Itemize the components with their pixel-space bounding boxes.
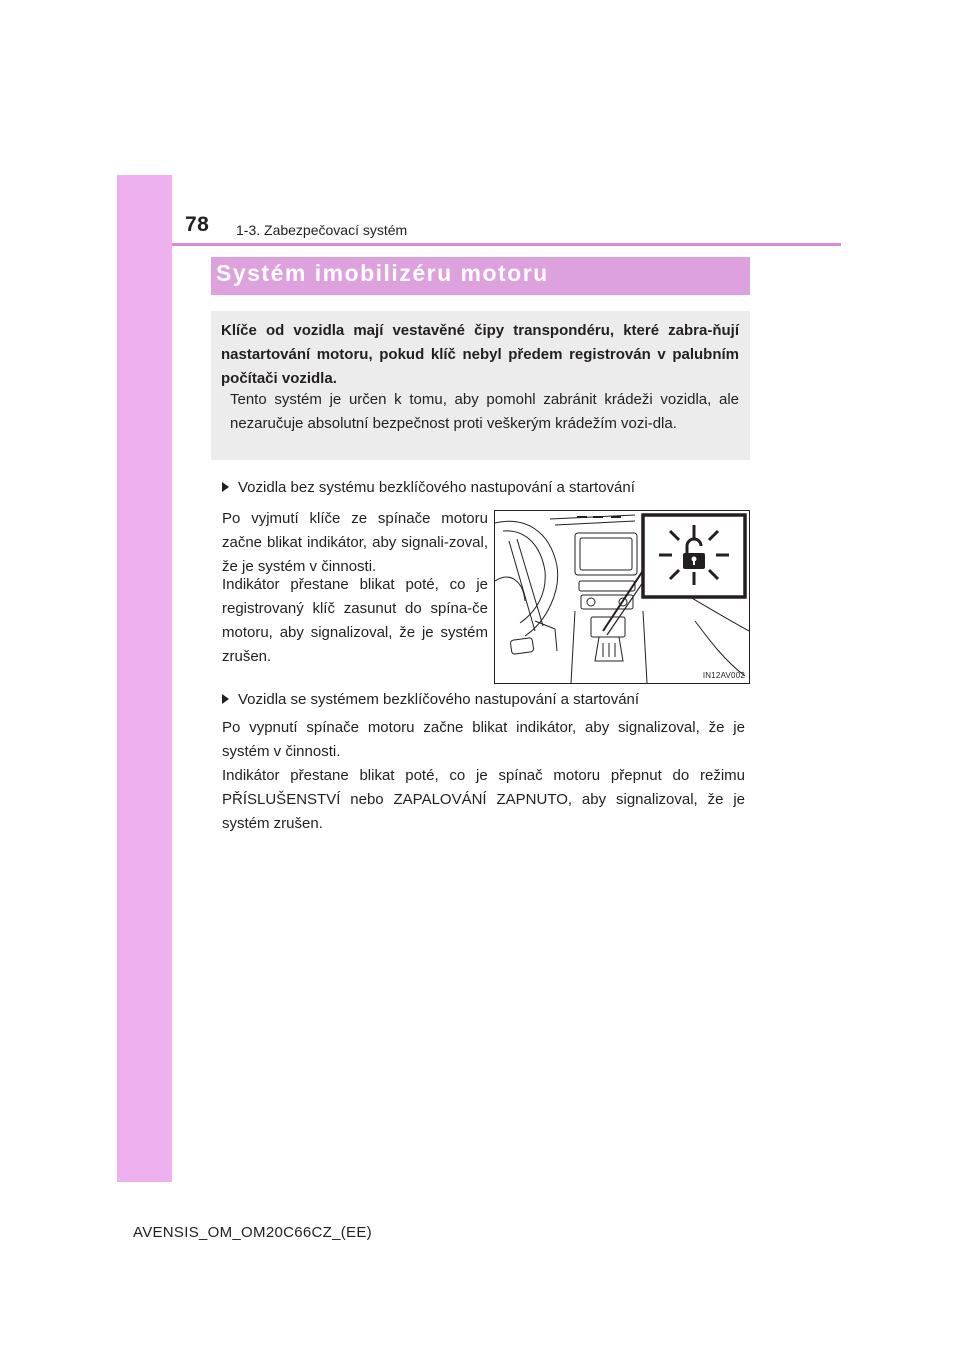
figure-code: IN12AV002 xyxy=(702,671,745,680)
section-header: 1-3. Zabezpečovací systém xyxy=(236,222,408,238)
bullet-arrow-icon xyxy=(222,482,229,492)
paragraph: Indikátor přestane blikat poté, co je registrovaný klíč zasunut do spína-če motoru, aby signalizoval, že je systém zrušen. xyxy=(222,576,488,665)
dashboard-illustration xyxy=(495,511,749,683)
paragraph: Indikátor přestane blikat poté, co je spínač motoru přepnut do režimu PŘÍSLUŠENSTVÍ nebo ZAPALOVÁNÍ ZAPNUTO, aby signalizoval, že je systém zrušen. xyxy=(222,767,745,832)
page-number: 78 xyxy=(185,213,210,236)
section-heading-text: Vozidla se systémem bezklíčového nastupování a startování xyxy=(238,691,640,708)
section-heading-text: Vozidla bez systému bezklíčového nastupování a startování xyxy=(238,479,635,496)
intro-bold-text: Klíče od vozidla mají vestavěné čipy transpondéru, které zabra-ňují nastartování motoru, pokud klíč nebyl předem registrován v palubním počítači vozidla. xyxy=(221,322,739,387)
footer-document-code: AVENSIS_OM_OM20C66CZ_(EE) xyxy=(133,1224,372,1241)
page-title: Systém imobilizéru motoru xyxy=(216,260,549,286)
paragraph: Po vyjmutí klíče ze spínače motoru začne blikat indikátor, aby signali-zoval, že je systém v činnosti. xyxy=(222,510,488,575)
section-heading-no-smart-entry xyxy=(222,479,635,496)
intro-normal-text: Tento systém je určen k tomu, aby pomohl zabránit krádeži vozidla, ale nezaručuje absolutní bezpečnost proti veškerým krádežím vozi-dla. xyxy=(230,391,739,432)
bullet-arrow-icon xyxy=(222,694,229,704)
paragraph: Po vypnutí spínače motoru začne blikat indikátor, aby signalizoval, že je systém v činnosti. xyxy=(222,719,745,760)
side-tab-bar xyxy=(117,175,172,1182)
header-rule xyxy=(172,243,841,246)
figure-dashboard-indicator xyxy=(494,510,750,684)
section-heading-smart-entry xyxy=(222,691,639,708)
